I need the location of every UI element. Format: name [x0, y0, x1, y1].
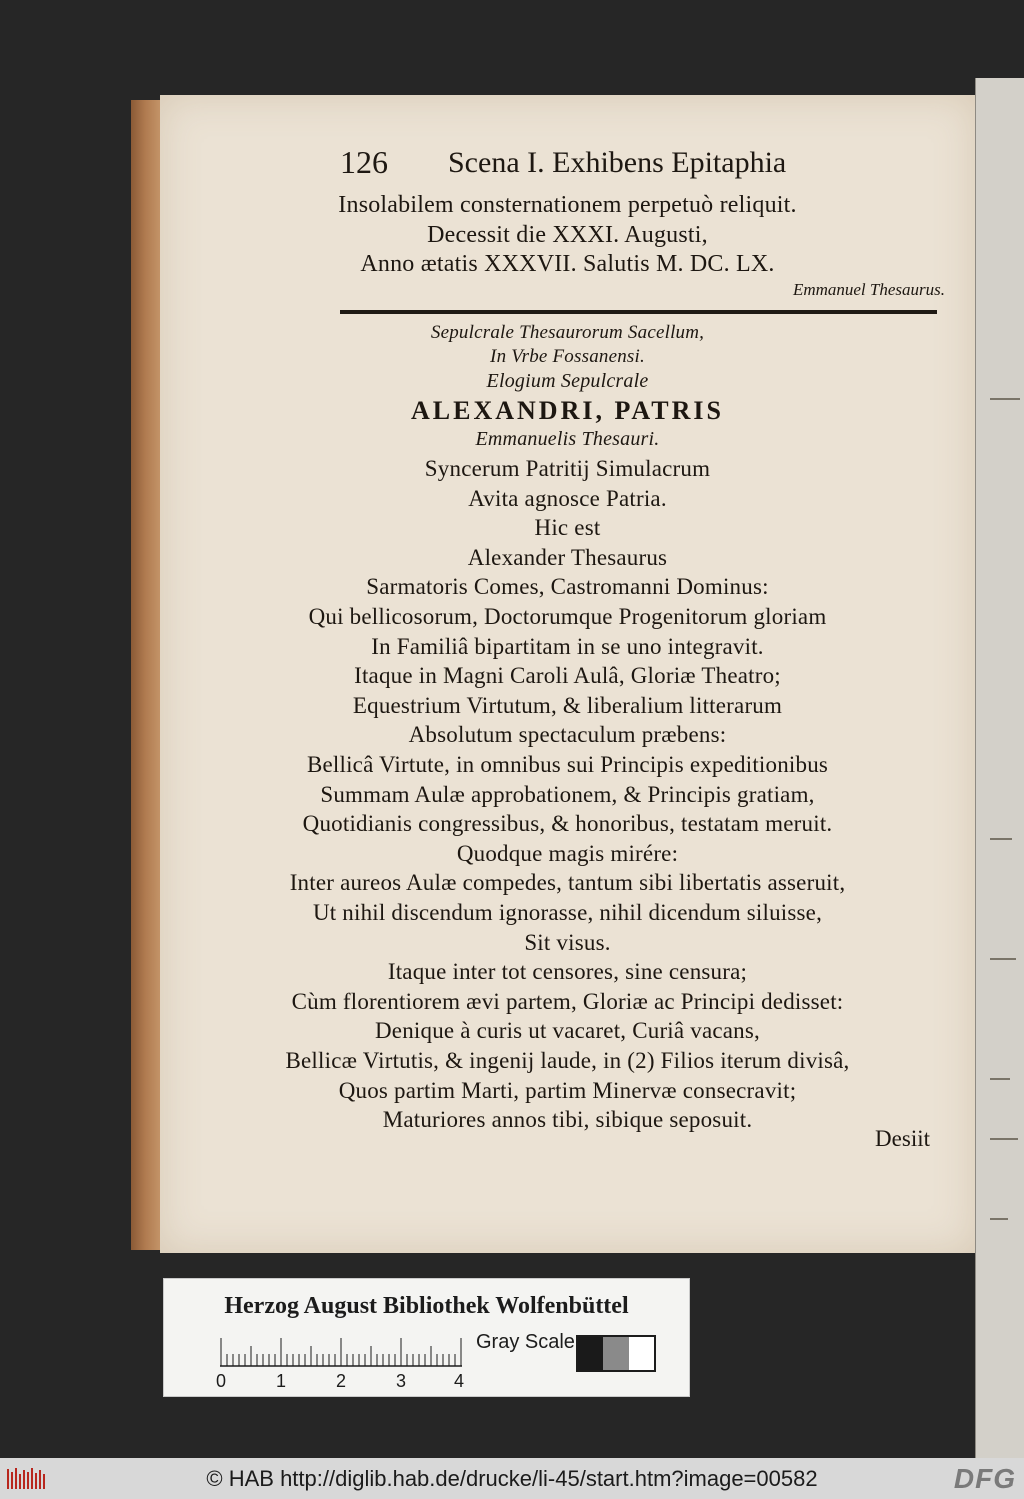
- footer-copyright: © HAB http://diglib.hab.de/drucke/li-45/start.htm?image=00582: [206, 1466, 818, 1491]
- epitaph-line: Quotidianis congressibus, & honoribus, testatam meruit.: [302, 811, 833, 837]
- epitaph-line: Ut nihil discendum ignorasse, nihil dicendum siluisse,: [312, 900, 823, 925]
- epitaph-line: Avita agnosce Patria.: [468, 485, 667, 511]
- epitaph-line: Quos partim Marti, partim Minervæ consecravit;: [338, 1077, 797, 1103]
- intro-line: Insolabilem consternationem perpetuò reliquit.: [338, 192, 797, 218]
- epitaph-line: Summam Aulæ approbationem, & Principis gratiam,: [320, 781, 815, 807]
- scale-number: 3: [396, 1371, 407, 1391]
- swatch-gray: [603, 1337, 628, 1370]
- intro-line: Anno ætatis XXXVII. Salutis M. DC. LX.: [360, 251, 775, 277]
- epitaph-line: Bellicæ Virtutis, & ingenij laude, in (2) Filios iterum divisâ,: [285, 1048, 850, 1073]
- scale-number: 1: [276, 1371, 287, 1391]
- subtitle-line: In Vrbe Fossanensi.: [490, 346, 645, 367]
- epitaph-line: Hic est: [534, 515, 601, 541]
- horizontal-rule: [340, 310, 937, 314]
- swatch-black: [578, 1337, 603, 1370]
- page-number: 126: [340, 144, 388, 180]
- epitaph-line: Itaque inter tot censores, sine censura;: [387, 959, 748, 985]
- epitaph-line: In Familiâ bipartitam in se uno integravit.: [371, 633, 764, 659]
- footer-bar: [0, 1458, 1024, 1499]
- scale-number: 2: [336, 1371, 347, 1391]
- swatch-white: [629, 1337, 654, 1370]
- epitaph-line: Denique à curis ut vacaret, Curiâ vacans,: [375, 1018, 760, 1044]
- running-head: Scena I. Exhibens Epitaphia: [448, 146, 787, 179]
- dfg-logo: DFG: [953, 1463, 1016, 1494]
- subtitle-line: Sepulcrale Thesaurorum Sacellum,: [430, 322, 705, 343]
- epitaph-line: Qui bellicosorum, Doctorumque Progenitorum gloriam: [308, 604, 827, 629]
- gray-scale-label: Gray Scale: [476, 1331, 575, 1353]
- facing-page-edge: [975, 78, 1024, 1498]
- subtitle-line: Elogium Sepulcrale: [486, 370, 649, 392]
- epitaph-name: ALEXANDRI, PATRIS: [411, 396, 724, 425]
- epitaph-line: Itaque in Magni Caroli Aulâ, Gloriæ Theatro;: [354, 663, 781, 689]
- epitaph-line: Inter aureos Aulæ compedes, tantum sibi libertatis asseruit,: [289, 870, 846, 896]
- epitaph-line: Absolutum spectaculum præbens:: [408, 722, 727, 748]
- epitaph-line: Sit visus.: [524, 929, 611, 955]
- intro-line: Decessit die XXXI. Augusti,: [427, 222, 708, 248]
- catchword: Desiit: [875, 1126, 930, 1151]
- gray-swatches: [576, 1335, 656, 1372]
- epitaph-line: Alexander Thesaurus: [467, 544, 668, 570]
- epitaph-line: Bellicâ Virtute, in omnibus sui Principis expeditionibus: [306, 752, 829, 777]
- page-header: [340, 140, 950, 200]
- ruler: [220, 1337, 462, 1367]
- scale-number: 0: [216, 1371, 227, 1391]
- color-scale-card: [163, 1278, 690, 1397]
- epitaph-line: Syncerum Patritij Simulacrum: [424, 456, 711, 481]
- scale-number: 4: [454, 1371, 465, 1391]
- epitaph-line: Sarmatoris Comes, Castromanni Dominus:: [366, 574, 769, 600]
- epitaph-line: Cùm florentiorem ævi partem, Gloriæ ac Principi dedisset:: [291, 988, 844, 1014]
- signature: Emmanuel Thesaurus.: [792, 280, 945, 299]
- card-title: Herzog August Bibliothek Wolfenbüttel: [224, 1293, 629, 1319]
- epitaph-line: Quodque magis mirére:: [456, 840, 679, 866]
- epitaph-line: Maturiores annos tibi, sibique seposuit.: [382, 1107, 753, 1133]
- epitaph-subname: Emmanuelis Thesauri.: [475, 428, 660, 450]
- epitaph-line: Equestrium Virtutum, & liberalium litterarum: [352, 692, 783, 718]
